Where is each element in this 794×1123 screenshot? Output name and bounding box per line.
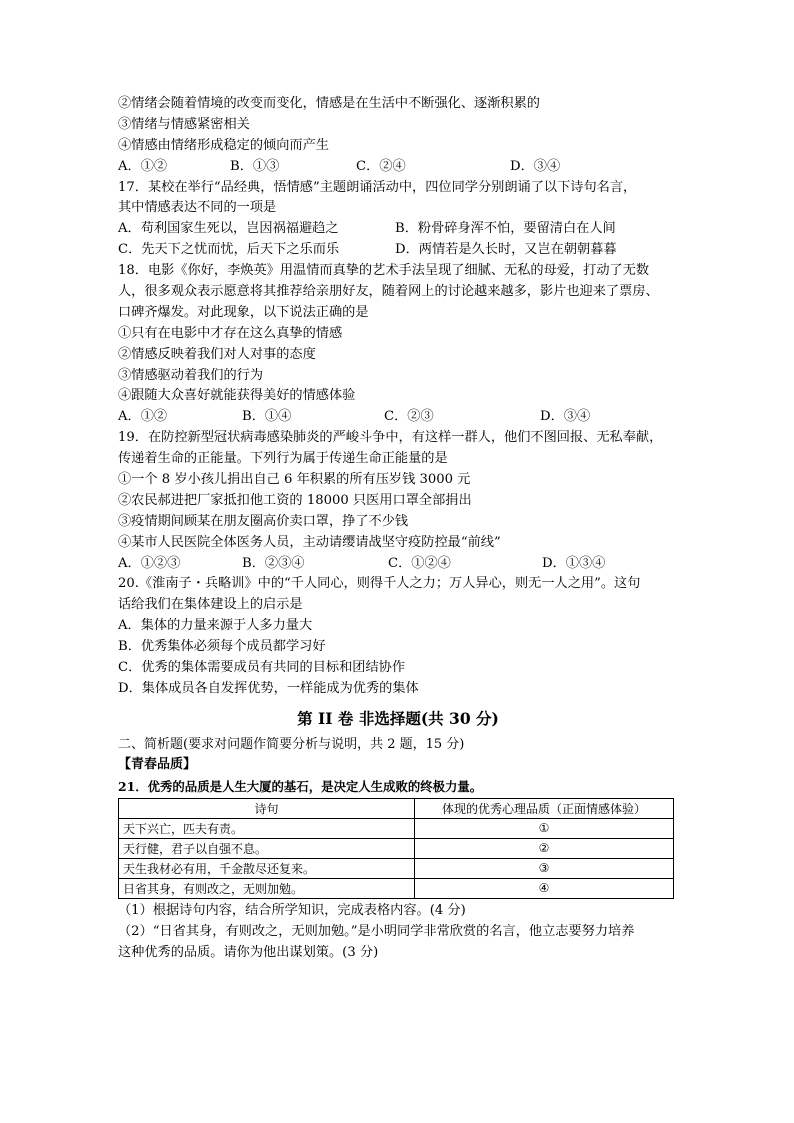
q16-item-4: ④情感由情绪形成稳定的倾向而产生 <box>118 137 329 153</box>
table-cell-poem: 天下兴亡，匹夫有责。 <box>119 818 415 838</box>
table-cell-poem: 天生我材必有用，千金散尽还复来。 <box>119 858 415 878</box>
q21-stem: 21．优秀的品质是人生大厦的基石，是决定人生成败的终极力量。 <box>118 778 483 794</box>
q19-stem-line2: 传递着生命的正能量。下列行为属于传递生命正能量的是 <box>118 451 448 467</box>
exam-page <box>118 94 678 964</box>
q21-subquestion-2-line2: 这种优秀的品质。请你为他出谋划策。(3 分) <box>118 944 379 960</box>
q16-option-d[interactable]: D．③④ <box>510 158 561 174</box>
table-cell-answer[interactable]: ④ <box>415 878 674 898</box>
q19-option-b[interactable]: B．②③④ <box>242 555 305 571</box>
q18-option-b[interactable]: B．①④ <box>242 409 292 425</box>
table-row <box>119 838 674 858</box>
table-row <box>119 818 674 838</box>
table-cell-answer[interactable]: ③ <box>415 858 674 878</box>
q19-stem-line1: 19．在防控新型冠状病毒感染肺炎的严峻斗争中，有这样一群人，他们不图回报、无私奉献， <box>118 430 663 446</box>
q17-stem-line2: 其中情感表达不同的一项是 <box>118 200 277 216</box>
q17-options-cd <box>118 240 678 261</box>
q18-stem-line2: 人，很多观众表示愿意将其推荐给亲朋好友，随着网上的讨论越来越多，影片也迎来了票房、 <box>118 284 659 300</box>
q19-item-3: ③疫情期间顾某在朋友圈高价卖口罩，挣了不少钱 <box>118 513 409 529</box>
q20-option-b[interactable]: B．优秀集体必须每个成员都学习好 <box>118 639 326 655</box>
q17-options-ab <box>118 219 678 240</box>
topic-tag: 【青春品质】 <box>118 756 197 772</box>
q16-options <box>118 157 678 178</box>
q16-option-c[interactable]: C．②④ <box>356 158 406 174</box>
q19-option-c[interactable]: C．①②④ <box>388 555 451 571</box>
q21-subquestion-1: （1）根据诗句内容，结合所学知识，完成表格内容。(4 分) <box>118 902 466 918</box>
q19-options <box>118 554 678 575</box>
table-cell-answer[interactable]: ② <box>415 838 674 858</box>
q17-option-a[interactable]: A．苟利国家生死以，岂因祸福避趋之 <box>118 221 339 237</box>
table-header-poem: 诗句 <box>119 798 415 818</box>
q20-option-a[interactable]: A．集体的力量来源于人多力量大 <box>118 618 313 634</box>
table-cell-poem: 日省其身，有则改之，无则加勉。 <box>119 878 415 898</box>
q17-option-b[interactable]: B．粉骨碎身浑不怕，要留清白在人间 <box>395 221 616 237</box>
q16-item-2: ②情绪会随着情境的改变而变化，情感是在生活中不断强化、逐渐积累的 <box>118 96 540 111</box>
q16-option-a[interactable]: A．①② <box>118 158 168 174</box>
q18-option-d[interactable]: D．③④ <box>540 409 591 425</box>
q18-stem-line1: 18．电影《你好，李焕英》用温情而真挚的艺术手法呈现了细腻、无私的母爱，打动了无数 <box>118 263 650 279</box>
q20-stem-line1: 20.《淮南子・兵略训》中的“千人同心，则得千人之力；万人异心，则无一人之用”。这句 <box>118 576 641 592</box>
table-row <box>119 878 674 898</box>
q18-stem-line3: 口碑齐爆发。对此现象，以下说法正确的是 <box>118 304 369 320</box>
quality-table <box>118 798 674 899</box>
q20-option-d[interactable]: D．集体成员各自发挥优势，一样能成为优秀的集体 <box>118 680 419 696</box>
q18-option-a[interactable]: A．①② <box>118 409 168 425</box>
q19-option-a[interactable]: A．①②③ <box>118 555 181 571</box>
q17-stem-line1: 17．某校在举行“品经典，悟情感”主题朗诵活动中，四位同学分别朗诵了以下诗句名言， <box>118 179 637 195</box>
q18-item-4: ④跟随大众喜好就能获得美好的情感体验 <box>118 388 356 404</box>
q16-option-b[interactable]: B．①③ <box>230 158 280 174</box>
q18-item-2: ②情感反映着我们对人对事的态度 <box>118 346 316 362</box>
q17-option-d[interactable]: D．两情若是久长时，又岂在朝朝暮暮 <box>395 242 617 258</box>
q18-item-3: ③情感驱动着我们的行为 <box>118 367 264 383</box>
q16-item-3: ③情绪与情感紧密相关 <box>118 116 250 132</box>
q19-item-1: ①一个 8 岁小孩儿捐出自己 6 年积累的所有压岁钱 3000 元 <box>118 472 471 488</box>
q19-option-d[interactable]: D．①③④ <box>542 555 606 571</box>
q18-option-c[interactable]: C．②③ <box>384 409 434 425</box>
q19-item-4: ④某市人民医院全体医务人员，主动请缨请战坚守疫防控最“前线” <box>118 534 501 550</box>
q20-stem-line2: 话给我们在集体建设上的启示是 <box>118 597 303 613</box>
q20-option-c[interactable]: C．优秀的集体需要成员有共同的目标和团结协作 <box>118 660 406 676</box>
table-cell-answer[interactable]: ① <box>415 818 674 838</box>
q18-options <box>118 407 678 428</box>
q17-option-c[interactable]: C．先天下之忧而忧，后天下之乐而乐 <box>118 242 340 258</box>
table-header-row <box>119 798 674 818</box>
table-cell-poem: 天行健，君子以自强不息。 <box>119 838 415 858</box>
table-row <box>119 858 674 878</box>
part2-title: 第 II 卷 非选择题(共 30 分) <box>297 708 499 728</box>
q21-subquestion-2-line1: （2）“日省其身，有则改之，无则加勉。”是小明同学非常欣赏的名言，他立志要努力培养 <box>118 923 635 939</box>
q19-item-2: ②农民郝进把厂家抵扣他工资的 18000 只医用口罩全部捐出 <box>118 492 472 508</box>
table-header-quality: 体现的优秀心理品质（正面情感体验） <box>415 798 674 818</box>
section-heading: 二、简析题(要求对问题作简要分析与说明，共 2 题，15 分) <box>118 736 465 752</box>
q18-item-1: ①只有在电影中才存在这么真挚的情感 <box>118 325 343 341</box>
